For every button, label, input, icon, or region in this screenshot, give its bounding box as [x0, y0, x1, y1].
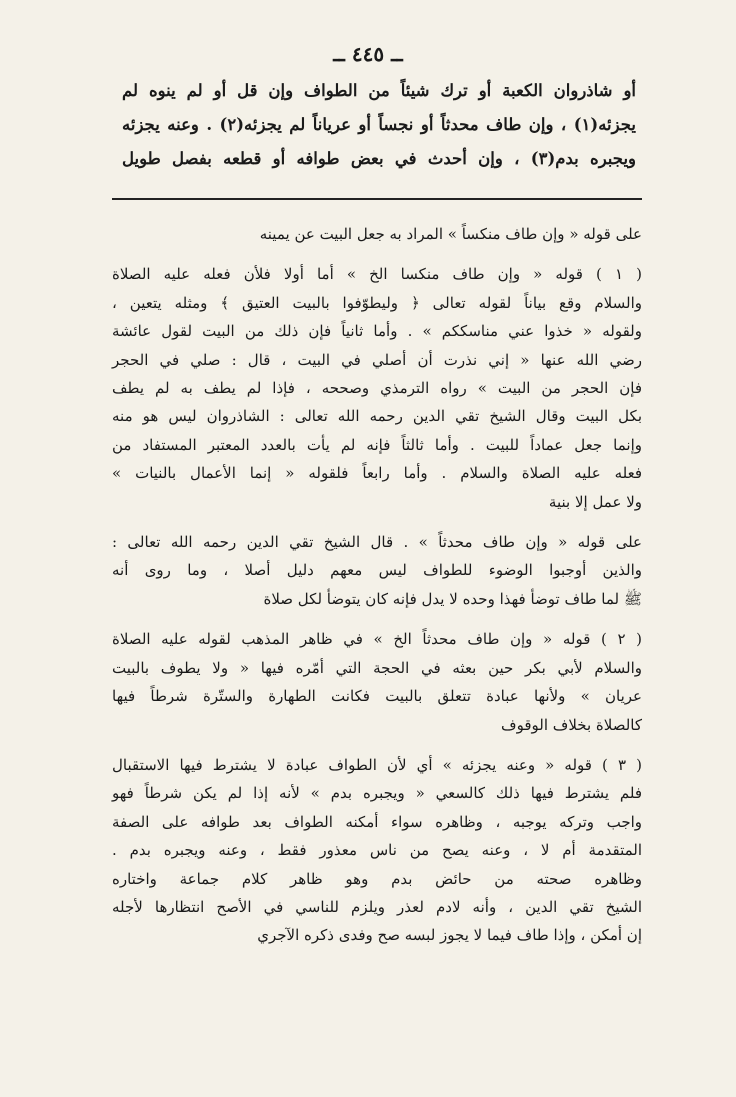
commentary-line: الشيخ تقي الدين ، وأنه لادم لعذر ويلزم للناسي في الأصح انتظارها لأجله — [112, 897, 642, 916]
commentary-line: رضي الله عنها « إني نذرت أن أصلي في البيت ، قال : صلي في الحجر — [112, 350, 642, 369]
commentary-line: بكل البيت وقال الشيخ تقي الدين رحمه الله تعالى : الشاذروان ليس هو منه — [112, 407, 642, 426]
commentary-line: وإنما جعل عماداً للبيت . وأما ثالثاً فإنه لم يأت بالعدد المعتبر المستفاد من — [112, 435, 642, 454]
commentary-line: فعله عليه الصلاة والسلام . وأما رابعاً فلقوله « إنما الأعمال بالنيات » — [112, 464, 642, 483]
commentary-line: والسلام لأبي بكر حين بعثه في الحجة التي أمّره فيها « ولا يطوف بالبيت — [112, 658, 642, 677]
commentary-line: والذين أوجبوا الوضوء للطواف ليس معهم دليل أصلا ، وما روى أنه — [112, 561, 642, 580]
commentary-paragraph — [112, 528, 642, 613]
commentary-line: على قوله « وإن طاف منكساً » المراد به جعل البيت عن يمينه — [259, 225, 642, 243]
commentary-line: ( ١ ) قوله « وإن طاف منكسا الخ » أما أولا فلأن فعله عليه الصلاة — [112, 265, 642, 284]
footnote-separator — [112, 198, 642, 200]
footnote-3 — [112, 751, 642, 950]
main-text-line: أو شاذروان الكعبة أو ترك شيئاً من الطواف وإن قل أو لم ينوه لم — [122, 81, 636, 100]
footnote-2 — [112, 625, 642, 739]
commentary-line: كالصلاة بخلاف الوقوف — [501, 715, 642, 734]
commentary-line: ولا عمل إلا بنية — [548, 492, 642, 511]
commentary-block — [112, 220, 642, 962]
commentary-line: إن أمكن ، وإذا طاف فيما لا يجوز لبسه صح وفدى ذكره الآجري — [257, 926, 642, 945]
commentary-line: المتقدمة أم لا ، وعنه يصح من ناس معذور فقط ، وعنه ويجبره بدم . — [112, 841, 642, 860]
footnote-1 — [112, 260, 642, 516]
commentary-line: واجب وتركه يوجبه ، وظاهره سواء أمكنه الطواف بعد طوافه على الصفة — [112, 812, 642, 831]
commentary-line: ( ٢ ) قوله « وإن طاف محدثاً الخ » في ظاهر المذهب لقوله عليه الصلاة — [112, 630, 642, 649]
commentary-line: على قوله « وإن طاف محدثاً » . قال الشيخ تقي الدين رحمه الله تعالى : — [112, 533, 642, 552]
main-text-line: يجزئه(١) ، وإن طاف محدثاً أو نجساً أو عرياناً لم يجزئه(٢) . وعنه يجزئه — [122, 115, 636, 134]
main-text-line: ويجبره بدم(٣) ، وإن أحدث في بعض طوافه أو قطعه بفصل طويل — [122, 149, 636, 168]
commentary-line: عريان » ولأنها عبادة تتعلق بالبيت فكانت الطهارة والستّرة شرطاً فيها — [112, 687, 642, 706]
page-number: ــ ٤٤٥ ــ — [333, 42, 403, 66]
commentary-paragraph — [112, 220, 642, 248]
commentary-line: فلم يشترط فيها ذلك كالسعي « ويجبره بدم » لأنه إذا لم يكن شرطاً فهو — [112, 784, 642, 803]
commentary-line: ( ٣ ) قوله « وعنه يجزئه » أي لأن الطواف عبادة لا يشترط فيها الاستقبال — [112, 755, 643, 774]
commentary-line: ولقوله « خذوا عني مناسككم » . وأما ثانياً فإن ذلك من البيت لقول عائشة — [112, 322, 642, 341]
commentary-line: فإن الحجر من البيت » رواه الترمذي وصححه ، فإذا لم يطف به لم يطف — [112, 379, 642, 398]
commentary-line: والسلام وقع بياناً لقوله تعالى ﴿ وليطوّفوا بالبيت العتيق ﴾ ومثله يتعين ، — [112, 293, 642, 312]
commentary-line: وظاهره صحته من حائض بدم وهو ظاهر كلام جماعة واختاره — [112, 869, 642, 888]
main-text-block — [122, 74, 636, 176]
commentary-line: ﷺ لما طاف توضأ فهذا وحده لا يدل فإنه كان يتوضأ لكل صلاة — [263, 589, 642, 608]
